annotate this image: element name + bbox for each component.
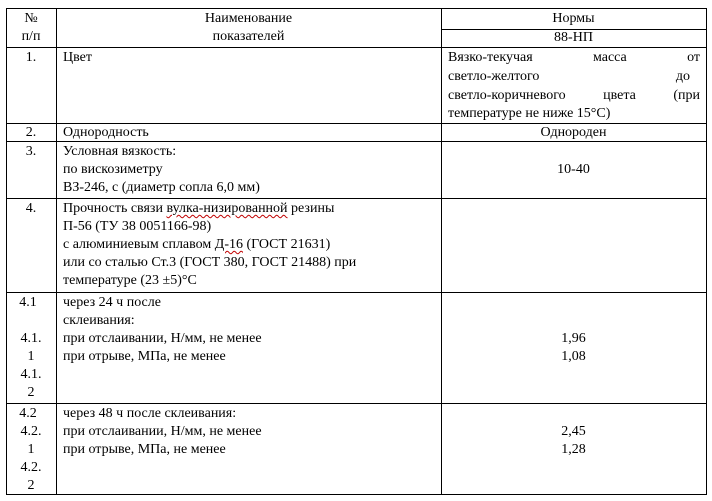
text-fragment: Прочность связи (63, 201, 167, 216)
row-name-line: при отслаивании, Н/мм, не менее (63, 331, 262, 346)
row-name-line: П-56 (ТУ 38 0051166-98) (63, 219, 212, 234)
norm-word: цвета (603, 88, 636, 103)
table-border-right (706, 8, 707, 495)
row-name-line: через 48 ч после склеивания: (63, 406, 237, 421)
norm-word: Вязко-текучая (448, 50, 533, 65)
text-fragment: резины (287, 201, 335, 216)
row-norm: 10-40 (557, 162, 590, 177)
table-border-bottom (6, 494, 707, 495)
row-number: 2. (25, 125, 37, 140)
row-norm-line: 1,96 (561, 331, 586, 346)
norm-line (448, 49, 700, 67)
row-number: 3. (25, 144, 37, 159)
row-number: 1. (25, 50, 37, 65)
norm-word: (при (673, 88, 700, 103)
text-fragment: (ГОСТ 21631) (242, 237, 331, 252)
column-divider (56, 8, 57, 495)
header-name-line2: показателей (212, 29, 285, 44)
column-divider (441, 8, 442, 495)
norm-word: до (675, 69, 690, 84)
row-number-line: 2 (27, 385, 35, 400)
row-divider (6, 198, 707, 199)
table-border-top (6, 8, 707, 9)
row-number-line: 4.2. (20, 424, 42, 439)
header-num-line1: № (24, 11, 38, 26)
norm-word: светло-желтого (448, 69, 540, 84)
row-number-line: 4.1. (20, 367, 42, 382)
norm-word: масса (592, 50, 627, 65)
row-name-line: Условная вязкость: (63, 144, 177, 159)
row-name-line: при отслаивании, Н/мм, не менее (63, 424, 262, 439)
row-name-line: или со сталью Ст.3 (ГОСТ 380, ГОСТ 21488) при (63, 255, 357, 270)
row-divider (6, 403, 707, 404)
row-number-line: 4.1 (19, 295, 37, 310)
row-number-line: 2 (27, 478, 35, 493)
norm-word: светло-коричневого (448, 88, 566, 103)
row-name-line: ВЗ-246, с (диаметр сопла 6,0 мм) (63, 180, 260, 195)
row-number-line: 1 (27, 349, 35, 364)
row-number-line: 1 (27, 442, 35, 457)
header-grade: 88-НП (554, 30, 593, 45)
header-num-line2: п/п (21, 29, 41, 44)
norm-line (448, 68, 690, 86)
row-number-line: 4.1. (20, 331, 42, 346)
row-name: Цвет (63, 50, 92, 65)
row-norm: Однороден (540, 125, 607, 140)
spellcheck-word: Д-16 (214, 237, 243, 252)
row-name-line (63, 236, 330, 254)
row-norm-line: 2,45 (561, 424, 586, 439)
row-name-line (63, 200, 334, 218)
row-divider (6, 47, 707, 48)
row-divider (6, 292, 707, 293)
header-name-line1: Наименование (204, 11, 293, 26)
row-number-line: 4.2. (20, 460, 42, 475)
norm-line (448, 87, 700, 105)
norm-word: от (687, 50, 700, 65)
spellcheck-word: вулка-низированной (166, 201, 288, 216)
row-name-line: при отрыве, МПа, не менее (63, 349, 226, 364)
row-name-line: склеивания: (63, 313, 135, 328)
row-name: Однородность (63, 125, 149, 140)
row-name-line: при отрыве, МПа, не менее (63, 442, 226, 457)
row-name-line: температуре (23 ±5)°С (63, 273, 197, 288)
row-name-line: по вискозиметру (63, 162, 163, 177)
header-norms: Нормы (552, 11, 595, 26)
row-norm-line: 1,28 (561, 442, 586, 457)
row-number: 4. (25, 201, 37, 216)
norm-line: температуре не ниже 15°С) (448, 106, 611, 121)
row-norm-line: 1,08 (561, 349, 586, 364)
row-number-line: 4.2 (19, 406, 37, 421)
row-name-line: через 24 ч после (63, 295, 161, 310)
text-fragment: с алюминиевым сплавом (63, 237, 215, 252)
